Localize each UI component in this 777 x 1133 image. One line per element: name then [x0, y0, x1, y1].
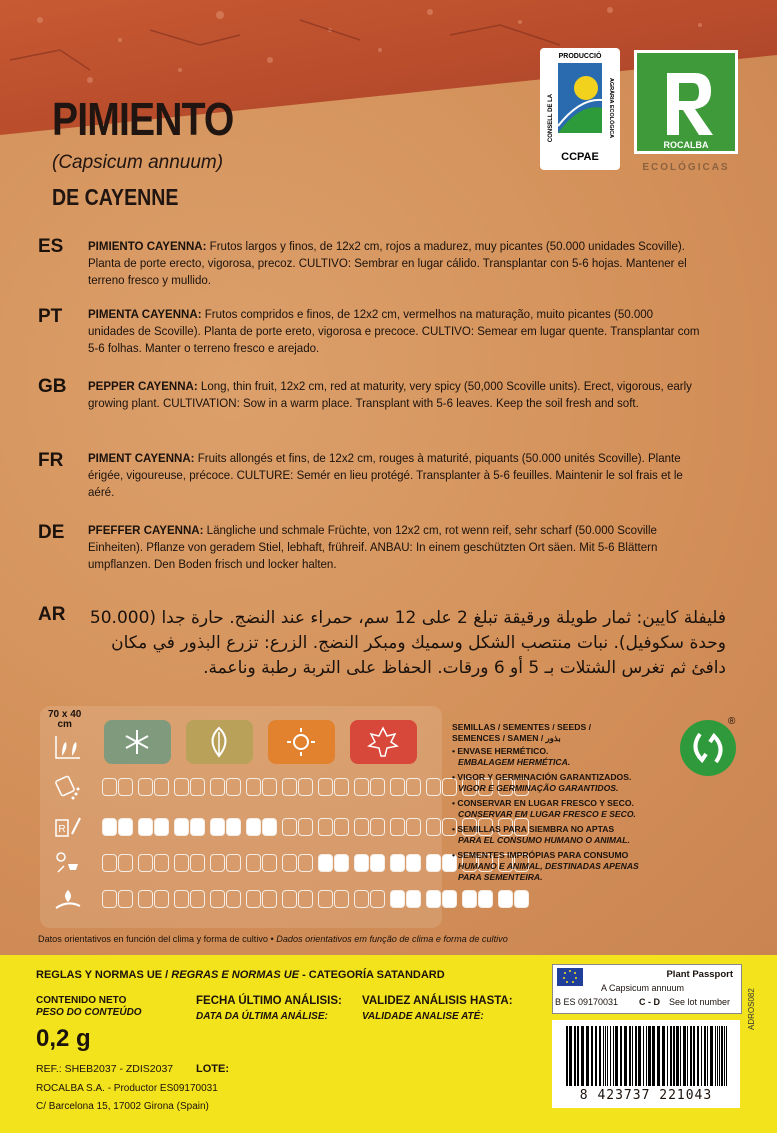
barcode-bar [605, 1026, 606, 1086]
calendar-cell [390, 778, 405, 796]
calendar-cell [390, 890, 405, 908]
barcode-bar [595, 1026, 597, 1086]
barcode-bar [676, 1026, 679, 1086]
calendar-cell [102, 818, 117, 836]
rocalba-sub-text: ECOLÓGICAS [642, 162, 730, 173]
calendar-cell [390, 818, 405, 836]
plant-spacing: 70 x 40 cm [48, 709, 82, 730]
calendar-cell [334, 818, 349, 836]
last-analysis-label-pt: DATA DA ÚLTIMA ANÁLISE: [196, 1011, 328, 1022]
lot-label: LOTE: [196, 1063, 229, 1075]
calendar-cell [406, 818, 421, 836]
calendar-cell [210, 890, 225, 908]
calendar-cell [334, 854, 349, 872]
rocalba-logo [634, 50, 738, 174]
barcode-bar [657, 1026, 660, 1086]
calendar-cell [298, 890, 313, 908]
calendar-cell [514, 890, 529, 908]
calendar-cell [118, 890, 133, 908]
last-analysis-label: FECHA ÚLTIMO ANÁLISIS: [196, 995, 342, 1007]
barcode-bar [613, 1026, 614, 1086]
seedbed-icon [54, 814, 82, 840]
barcode-bar [673, 1026, 675, 1086]
calendar-cell [478, 890, 493, 908]
calendar-cell [246, 854, 261, 872]
snowflake-icon [104, 720, 171, 764]
barcode-bar [670, 1026, 672, 1086]
calendar-cell [210, 854, 225, 872]
barcode-bar [693, 1026, 695, 1086]
barcode-bar [646, 1026, 647, 1086]
barcode-bar [638, 1026, 641, 1086]
calendar-cell [334, 890, 349, 908]
calendar-cell [334, 778, 349, 796]
calendar-cell [318, 818, 333, 836]
passport-cd: C - D [639, 997, 660, 1007]
ccpae-top-text: PRODUCCIÓ [558, 53, 602, 60]
passport-a: A Capsicum annuum [601, 983, 685, 993]
season-winter [104, 720, 171, 764]
calendar-cell [370, 854, 385, 872]
calendar-cell [282, 778, 297, 796]
lang-code-pt: PT [38, 306, 63, 327]
sun-icon [268, 720, 335, 764]
season-spring [186, 720, 253, 764]
description-pt: PIMENTA CAYENNA: Frutos compridos e finos, de 12x2 cm, vermelhos na maturação, muito picantes (50.000 unidades de Scoville). Planta de porte ereto, vigorosa e precoce. CULTIVO: Semear em lugar quente. Transplantar com 5-6 folhas. Manter o terreno fresco e arejado. [88, 307, 700, 355]
calendar-cell [226, 778, 241, 796]
sowing-calendar [40, 706, 442, 928]
calendar-cell [226, 890, 241, 908]
validity-label: VALIDEZ ANÁLISIS HASTA: [362, 995, 513, 1007]
validity-label-pt: VALIDADE ANALISE ATÉ: [362, 1011, 484, 1022]
leaf-icon [186, 720, 253, 764]
calendar-cell [154, 778, 169, 796]
calendar-cell [174, 854, 189, 872]
calendar-cell [282, 818, 297, 836]
seed-legend: SEMILLAS / SEMENTES / SEEDS / SEMENCES / SAMEN / بذور • ENVASE HERMÉTICO. EMBALAGEM HERMÉTICA. • VIGOR Y GERMINACIÓN GARANTIZADOS. VIGOR E GERMINAÇÃO GARANTIDOS. • CONSERVAR EN LUGAR FRESCO Y SECO. CONSERVAR EM LUGAR FRESCO E SECO. • SEMILLAS PARA SIEMBRA NO APTAS PARA EL CONSUMO HUMANO O ANIMAL. • SEMENTES IMPRÓPIAS PARA CONSUMO HUMANO E ANIMAL, DESTINADAS APENAS PARA SEMENTEIRA. [452, 722, 639, 882]
calendar-row-harvest [102, 890, 529, 908]
calendar-cell [354, 890, 369, 908]
barcode-bar [599, 1026, 601, 1086]
calendar-cell [298, 854, 313, 872]
svg-text:R: R [58, 824, 66, 835]
net-content-value: 0,2 g [36, 1025, 91, 1052]
calendar-cell [174, 818, 189, 836]
plant-spacing-icon [54, 734, 82, 760]
barcode-bar [586, 1026, 589, 1086]
barcode-bar [724, 1026, 725, 1086]
barcode-bar [710, 1026, 713, 1086]
calendar-cell [262, 778, 277, 796]
calendar-cell [262, 854, 277, 872]
passport-b: B ES 09170031 [555, 997, 619, 1007]
calendar-cell [246, 890, 261, 908]
calendar-cell [226, 818, 241, 836]
producer: ROCALBA S.A. - Productor ES09170031 [36, 1083, 218, 1094]
calendar-cell [190, 854, 205, 872]
lang-code-gb: GB [38, 376, 67, 397]
calendar-cell [102, 778, 117, 796]
calendar-cell [354, 854, 369, 872]
calendar-cell [390, 854, 405, 872]
barcode-bar [690, 1026, 692, 1086]
barcode-bar [624, 1026, 627, 1086]
eu-rules: REGLAS Y NORMAS UE / REGRAS E NORMAS UE - CATEGORÍA SATANDARD [36, 969, 445, 981]
barcode-bar [707, 1026, 708, 1086]
barcode-bar [683, 1026, 686, 1086]
calendar-cell [354, 818, 369, 836]
product-title: PIMIENTO [52, 93, 234, 145]
ean-barcode [552, 1020, 740, 1108]
maple-leaf-icon [350, 720, 417, 764]
calendar-cell [138, 890, 153, 908]
ccpae-bottom-text: CCPAE [561, 151, 599, 163]
barcode-bar [719, 1026, 720, 1086]
calendar-cell [282, 854, 297, 872]
barcode-bar [566, 1026, 568, 1086]
eu-flag-icon [557, 968, 583, 986]
barcode-bar [629, 1026, 631, 1086]
calendar-cell [426, 778, 441, 796]
rocalba-r-icon [637, 53, 735, 151]
ccpae-right-text: AGRÀRIA ECOLÒGICA [608, 77, 614, 139]
calendar-cell [426, 818, 441, 836]
calendar-cell [102, 854, 117, 872]
calendar-cell [102, 890, 117, 908]
calendar-cell [298, 778, 313, 796]
barcode-bar [701, 1026, 702, 1086]
barcode-bar [667, 1026, 668, 1086]
barcode-bar [574, 1026, 576, 1086]
season-autumn [350, 720, 417, 764]
barcode-bar [577, 1026, 579, 1086]
variety-name: DE CAYENNE [52, 184, 179, 210]
calendar-cell [174, 890, 189, 908]
calendar-cell [246, 818, 261, 836]
passport-title: Plant Passport [666, 969, 733, 980]
calendar-cell [118, 778, 133, 796]
lang-code-ar: AR [38, 604, 66, 625]
barcode-bar [697, 1026, 699, 1086]
description-ar: فليفلة كايين: ثمار طويلة ورقيقة تبلغ 2 على 12 سم، حمراء عند النضج. حارة جدا (50.000 وحدة سكوفيل). نبات منتصب الشكل وسميك ومبكر النضج. الزرع: تزرع البذور في مكان دافئ ثم تغرس الشتلات بـ 5 أو 6 ورقات. الحفاظ على التربة رطبة وناعمة. [89, 608, 726, 678]
calendar-cell [298, 818, 313, 836]
calendar-cell [154, 818, 169, 836]
barcode-bar [591, 1026, 593, 1086]
lang-code-fr: FR [38, 450, 64, 471]
registered-icon: ® [728, 716, 736, 727]
ccpae-organic-logo [540, 48, 620, 170]
lang-code-es: ES [38, 236, 64, 257]
orientation-note: Datos orientativos en función del clima y forma de cultivo • Dados orientativos em função de clima e forma de cultivo [38, 934, 508, 945]
calendar-cell [138, 818, 153, 836]
sowing-bag-icon [54, 774, 82, 800]
barcode-bar [648, 1026, 651, 1086]
barcode-bar [652, 1026, 655, 1086]
barcode-bar [635, 1026, 637, 1086]
calendar-cell [154, 890, 169, 908]
calendar-cell [370, 818, 385, 836]
barcode-bar [610, 1026, 611, 1086]
barcode-bar [569, 1026, 572, 1086]
barcode-bar [632, 1026, 633, 1086]
calendar-cell [138, 778, 153, 796]
net-content-label: CONTENIDO NETO [36, 995, 127, 1006]
rocalba-brand-text: ROCALBA [663, 140, 709, 150]
barcode-bar [615, 1026, 618, 1086]
net-content-label-pt: PESO DO CONTEÚDO [36, 1007, 142, 1018]
calendar-cell [262, 818, 277, 836]
address: C/ Barcelona 15, 17002 Girona (Spain) [36, 1101, 209, 1112]
barcode-bar [680, 1026, 681, 1086]
calendar-cell [370, 890, 385, 908]
calendar-cell [354, 778, 369, 796]
barcode-digits: 8 423737 221043 [579, 1088, 713, 1103]
barcode-bar [603, 1026, 604, 1086]
calendar-cell [210, 818, 225, 836]
calendar-cell [226, 854, 241, 872]
ccpae-left-text: CONSELL DE LA [548, 93, 554, 143]
calendar-cell [462, 890, 477, 908]
calendar-cell [406, 854, 421, 872]
calendar-cell [190, 890, 205, 908]
calendar-cell [406, 890, 421, 908]
barcode-bar [620, 1026, 622, 1086]
calendar-cell [442, 890, 457, 908]
calendar-cell [138, 854, 153, 872]
green-dot-recycling-icon [680, 720, 736, 776]
calendar-cell [406, 778, 421, 796]
barcode-bar [581, 1026, 584, 1086]
barcode-bar [726, 1026, 727, 1086]
description-fr: PIMENT CAYENNA: Fruits allongés et fins, de 12x2 cm, rouges à maturité, piquants (50.000 unités Scoville). Plante érigée, vigoureuse, précoce. CULTURE: Semér en lieu protégé. Transplanter à 5-6 feuilles. Maintenir le sol frais et le aéré. [88, 451, 683, 499]
calendar-cell [318, 854, 333, 872]
barcode-bar [643, 1026, 644, 1086]
description-es: PIMIENTO CAYENNA: Frutos largos y finos, de 12x2 cm, rojos a madurez, muy picantes (50.000 unidades Scoville). Planta de porte erecto, vigorosa, precoz. CULTIVO: Sembrar en lugar cálido. Transplantar con 5-6 hojas. Mantener el terreno fresco y mullido. [88, 239, 687, 287]
calendar-cell [318, 778, 333, 796]
calendar-cell [118, 854, 133, 872]
plant-passport [552, 964, 742, 1014]
barcode-bar [662, 1026, 665, 1086]
lang-code-de: DE [38, 522, 65, 543]
harvest-icon [54, 886, 82, 912]
calendar-cell [318, 890, 333, 908]
barcode-bar [704, 1026, 706, 1086]
description-gb: PEPPER CAYENNA: Long, thin fruit, 12x2 cm, red at maturity, very spicy (50,000 Scoville units). Erect, vigorous, early growing plant. CULTIVATION: Sow in a warm place. Transplant with 5-6 leaves. Keep the soil fresh and soft. [88, 379, 692, 410]
calendar-cell [246, 778, 261, 796]
barcode-bar [715, 1026, 716, 1086]
calendar-cell [426, 890, 441, 908]
barcode-bar [717, 1026, 718, 1086]
calendar-cell [262, 890, 277, 908]
calendar-cell [190, 778, 205, 796]
season-summer [268, 720, 335, 764]
scientific-name: (Capsicum annuum) [52, 152, 224, 173]
calendar-cell [498, 890, 513, 908]
reference: REF.: SHEB2037 - ZDIS2037 [36, 1063, 174, 1075]
calendar-cell [370, 778, 385, 796]
calendar-cell [282, 890, 297, 908]
barcode-bar [721, 1026, 723, 1086]
calendar-cell [190, 818, 205, 836]
calendar-cell [426, 854, 441, 872]
barcode-bar [687, 1026, 688, 1086]
vertical-code: ADROS082 [747, 988, 756, 1030]
calendar-cell [154, 854, 169, 872]
calendar-cell [210, 778, 225, 796]
description-de: PFEFFER CAYENNA: Längliche und schmale Früchte, von 12x2 cm, rot wenn reif, sehr scharf (50.000 Scoville Einheiten). Pflanze von geradem Stiel, lebhaft, frühreif. ANBAU: In einem geschützten Ort säen. Mit 5-6 Blättern umpflanzen. Den Boden frisch und locker halten. [88, 523, 658, 571]
calendar-cell [174, 778, 189, 796]
passport-lot: See lot number [669, 997, 731, 1007]
barcode-bar [607, 1026, 608, 1086]
calendar-cell [118, 818, 133, 836]
transplant-icon [54, 850, 82, 876]
